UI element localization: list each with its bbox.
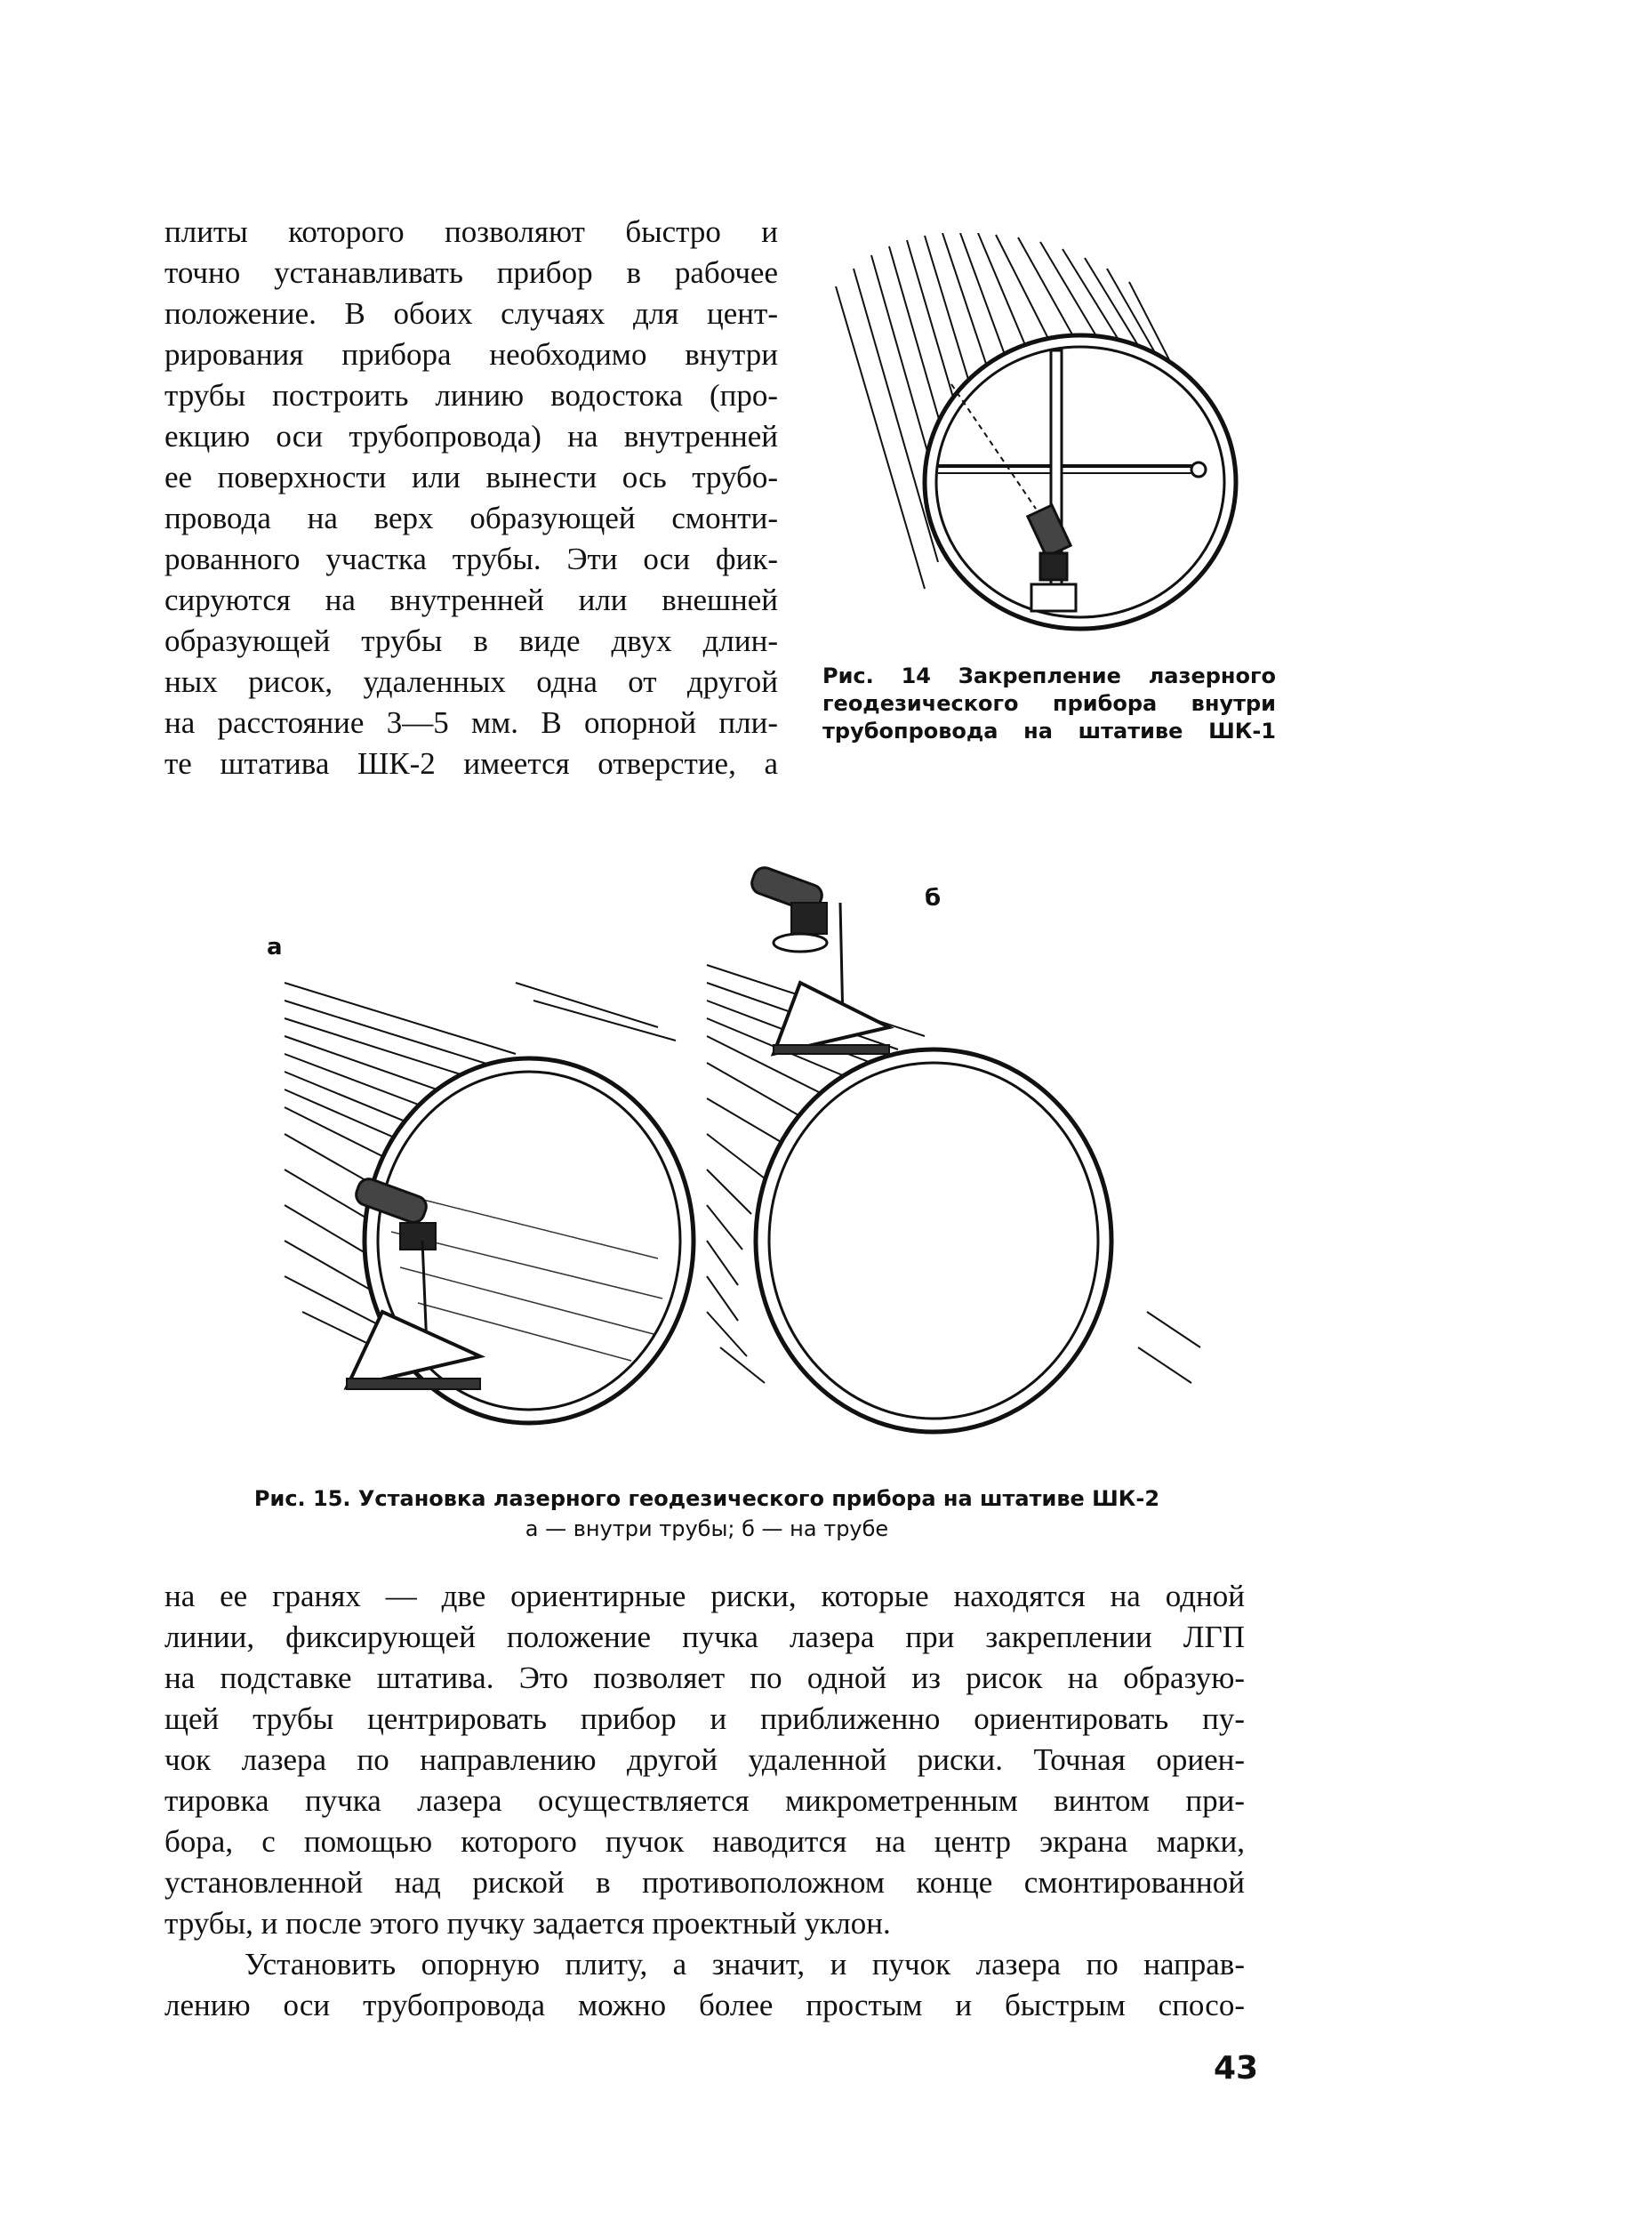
- text-line: рирования прибора необходимо внутри: [164, 337, 778, 372]
- text-line: положение. В обоих случаях для цент-: [164, 296, 778, 331]
- text-line: на подставке штатива. Это позволяет по одной из рисок на образую-: [164, 1660, 1245, 1695]
- figure-label-b: б: [925, 885, 942, 912]
- text-line: точно устанавливать прибор в рабочее: [164, 255, 778, 290]
- text-line: чок лазера по направлению другой удаленной риски. Точная ориен-: [164, 1742, 1245, 1777]
- text-line: трубы, и после этого пучку задается проектный уклон.: [164, 1906, 891, 1941]
- page-number: 43: [1214, 2050, 1259, 2086]
- text-line: линии, фиксирующей положение пучка лазера при закреплении ЛГП: [164, 1620, 1245, 1654]
- caption-line: геодезического прибора внутри: [822, 691, 1276, 716]
- text-line: тировка пучка лазера осуществляется микрометренным винтом при-: [164, 1783, 1245, 1818]
- text-line: ее поверхности или вынести ось трубо-: [164, 460, 778, 494]
- figure-14-illustration: [818, 233, 1263, 651]
- figure-15-caption: [204, 1483, 1209, 1544]
- body-text: [164, 1576, 1245, 2026]
- text-line: екцию оси трубопровода) на внутренней: [164, 419, 778, 454]
- figure-label-a: а: [267, 934, 283, 961]
- text-line: образующей трубы в виде двух длин-: [164, 623, 778, 658]
- caption-line: Рис. 14 Закрепление лазерного: [822, 663, 1276, 688]
- caption-subtitle: а — внутри трубы; б — на трубе: [525, 1516, 889, 1541]
- text-line: Установить опорную плиту, а значит, и пучок лазера по направ-: [245, 1947, 1245, 1982]
- caption-title: Рис. 15. Установка лазерного геодезического прибора на штативе ШК-2: [253, 1486, 1160, 1511]
- text-line: сируются на внутренней или внешней: [164, 583, 778, 617]
- text-line: провода на верх образующей смонти-: [164, 501, 778, 535]
- text-line: установленной над риской в противоположном конце смонтированной: [164, 1865, 1245, 1900]
- figure-14-caption: [822, 663, 1276, 745]
- text-line: трубы построить линию водостока (про-: [164, 378, 778, 413]
- text-line: рованного участка трубы. Эти оси фик-: [164, 542, 778, 576]
- text-line: ных рисок, удаленных одна от другой: [164, 664, 778, 699]
- text-line: бора, с помощью которого пучок наводится на центр экрана марки,: [164, 1824, 1245, 1859]
- text-line: те штатива ШК-2 имеется отверстие, а: [164, 746, 778, 781]
- text-line: на ее гранях — две ориентирные риски, которые находятся на одной: [164, 1579, 1245, 1613]
- top-text-column: [164, 212, 778, 784]
- figure-15-illustration: [249, 849, 1271, 1472]
- figure-15: [249, 849, 1271, 1472]
- text-line: на расстояние 3—5 мм. В опорной пли-: [164, 705, 778, 740]
- caption-line: трубопровода на штативе ШК-1: [822, 719, 1276, 744]
- text-line: щей трубы центрировать прибор и приближенно ориентировать пу-: [164, 1701, 1245, 1736]
- text-line: плиты которого позволяют быстро и: [164, 214, 778, 249]
- text-line: лению оси трубопровода можно более простым и быстрым спосо-: [164, 1988, 1245, 2022]
